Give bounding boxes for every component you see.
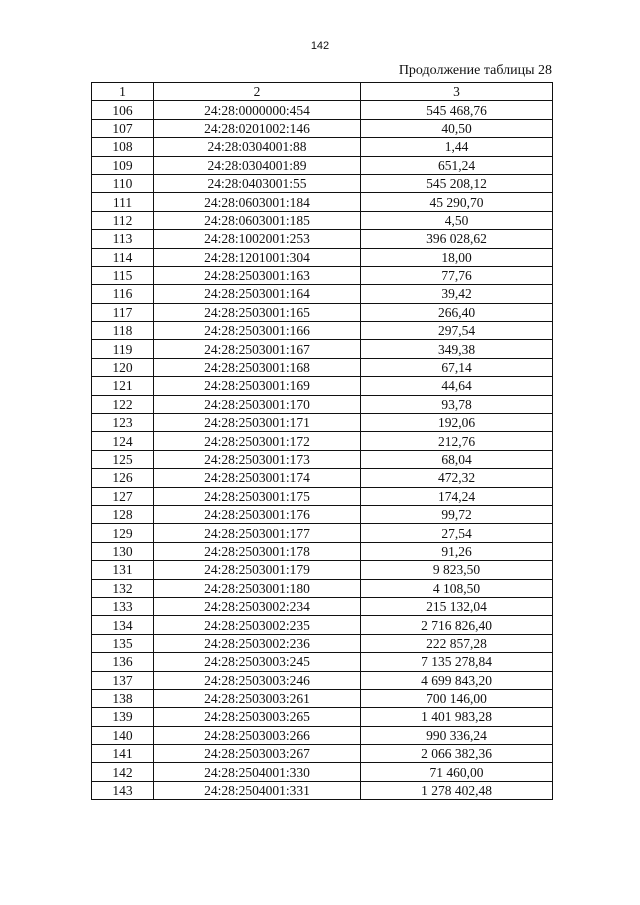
- value-cell: 4,50: [361, 211, 553, 229]
- cadastral-number-cell: 24:28:2503001:170: [154, 395, 361, 413]
- value-cell: 91,26: [361, 542, 553, 560]
- value-cell: 651,24: [361, 156, 553, 174]
- cadastral-number-cell: 24:28:0603001:184: [154, 193, 361, 211]
- cadastral-number-cell: 24:28:0403001:55: [154, 174, 361, 192]
- value-cell: 45 290,70: [361, 193, 553, 211]
- table-row: [92, 340, 553, 358]
- cadastral-number-cell: 24:28:2503001:177: [154, 524, 361, 542]
- row-number-cell: 141: [92, 745, 154, 763]
- cadastral-number-cell: 24:28:0304001:89: [154, 156, 361, 174]
- value-cell: 27,54: [361, 524, 553, 542]
- row-number-cell: 116: [92, 285, 154, 303]
- value-cell: 472,32: [361, 469, 553, 487]
- table-header-row: [92, 83, 553, 101]
- cadastral-number-cell: 24:28:2503003:265: [154, 708, 361, 726]
- value-cell: 68,04: [361, 450, 553, 468]
- data-table: [91, 82, 553, 800]
- table-row: [92, 505, 553, 523]
- cadastral-number-cell: 24:28:2503002:234: [154, 597, 361, 615]
- row-number-cell: 112: [92, 211, 154, 229]
- value-cell: 990 336,24: [361, 726, 553, 744]
- row-number-cell: 107: [92, 119, 154, 137]
- table-row: [92, 745, 553, 763]
- cadastral-number-cell: 24:28:1002001:253: [154, 230, 361, 248]
- table-row: [92, 450, 553, 468]
- column-header-1: 1: [92, 83, 154, 101]
- cadastral-number-cell: 24:28:2503001:176: [154, 505, 361, 523]
- value-cell: 71 460,00: [361, 763, 553, 781]
- table-row: [92, 414, 553, 432]
- cadastral-number-cell: 24:28:2503001:171: [154, 414, 361, 432]
- value-cell: 67,14: [361, 358, 553, 376]
- value-cell: 297,54: [361, 322, 553, 340]
- cadastral-number-cell: 24:28:2503003:246: [154, 671, 361, 689]
- value-cell: 396 028,62: [361, 230, 553, 248]
- table-row: [92, 138, 553, 156]
- cadastral-number-cell: 24:28:2503003:261: [154, 689, 361, 707]
- cadastral-number-cell: 24:28:2503001:167: [154, 340, 361, 358]
- table-row: [92, 726, 553, 744]
- table-row: [92, 303, 553, 321]
- table-row: [92, 597, 553, 615]
- row-number-cell: 122: [92, 395, 154, 413]
- table-row: [92, 174, 553, 192]
- cadastral-number-cell: 24:28:2503001:178: [154, 542, 361, 560]
- row-number-cell: 125: [92, 450, 154, 468]
- table-row: [92, 781, 553, 799]
- column-header-3: 3: [361, 83, 553, 101]
- row-number-cell: 133: [92, 597, 154, 615]
- value-cell: 2 066 382,36: [361, 745, 553, 763]
- row-number-cell: 119: [92, 340, 154, 358]
- value-cell: 545 468,76: [361, 101, 553, 119]
- table-row: [92, 616, 553, 634]
- table-row: [92, 542, 553, 560]
- value-cell: 545 208,12: [361, 174, 553, 192]
- row-number-cell: 137: [92, 671, 154, 689]
- table-row: [92, 579, 553, 597]
- cadastral-number-cell: 24:28:2503001:168: [154, 358, 361, 376]
- row-number-cell: 130: [92, 542, 154, 560]
- row-number-cell: 124: [92, 432, 154, 450]
- table-row: [92, 432, 553, 450]
- value-cell: 99,72: [361, 505, 553, 523]
- row-number-cell: 143: [92, 781, 154, 799]
- table-row: [92, 671, 553, 689]
- cadastral-number-cell: 24:28:2503001:165: [154, 303, 361, 321]
- cadastral-number-cell: 24:28:2503003:267: [154, 745, 361, 763]
- cadastral-number-cell: 24:28:2503001:180: [154, 579, 361, 597]
- table-row: [92, 653, 553, 671]
- row-number-cell: 140: [92, 726, 154, 744]
- value-cell: 700 146,00: [361, 689, 553, 707]
- table-row: [92, 395, 553, 413]
- cadastral-number-cell: 24:28:2503001:173: [154, 450, 361, 468]
- cadastral-number-cell: 24:28:2503003:245: [154, 653, 361, 671]
- row-number-cell: 118: [92, 322, 154, 340]
- cadastral-number-cell: 24:28:2503002:235: [154, 616, 361, 634]
- value-cell: 349,38: [361, 340, 553, 358]
- table-row: [92, 193, 553, 211]
- table-row: [92, 469, 553, 487]
- table-row: [92, 156, 553, 174]
- page-number: 142: [310, 40, 330, 52]
- table-row: [92, 230, 553, 248]
- value-cell: 1 278 402,48: [361, 781, 553, 799]
- value-cell: 215 132,04: [361, 597, 553, 615]
- row-number-cell: 117: [92, 303, 154, 321]
- value-cell: 266,40: [361, 303, 553, 321]
- cadastral-number-cell: 24:28:2504001:330: [154, 763, 361, 781]
- table-row: [92, 358, 553, 376]
- cadastral-number-cell: 24:28:2504001:331: [154, 781, 361, 799]
- table-row: [92, 101, 553, 119]
- row-number-cell: 126: [92, 469, 154, 487]
- table-row: [92, 634, 553, 652]
- value-cell: 2 716 826,40: [361, 616, 553, 634]
- row-number-cell: 128: [92, 505, 154, 523]
- table-row: [92, 708, 553, 726]
- cadastral-number-cell: 24:28:2503001:172: [154, 432, 361, 450]
- value-cell: 39,42: [361, 285, 553, 303]
- value-cell: 9 823,50: [361, 561, 553, 579]
- value-cell: 44,64: [361, 377, 553, 395]
- row-number-cell: 139: [92, 708, 154, 726]
- row-number-cell: 127: [92, 487, 154, 505]
- table-row: [92, 487, 553, 505]
- row-number-cell: 129: [92, 524, 154, 542]
- row-number-cell: 111: [92, 193, 154, 211]
- table-row: [92, 266, 553, 284]
- cadastral-number-cell: 24:28:0603001:185: [154, 211, 361, 229]
- table-body: [92, 101, 553, 800]
- value-cell: 18,00: [361, 248, 553, 266]
- row-number-cell: 115: [92, 266, 154, 284]
- row-number-cell: 123: [92, 414, 154, 432]
- cadastral-number-cell: 24:28:0201002:146: [154, 119, 361, 137]
- row-number-cell: 138: [92, 689, 154, 707]
- cadastral-number-cell: 24:28:2503001:166: [154, 322, 361, 340]
- value-cell: 174,24: [361, 487, 553, 505]
- row-number-cell: 142: [92, 763, 154, 781]
- cadastral-number-cell: 24:28:2503001:174: [154, 469, 361, 487]
- row-number-cell: 132: [92, 579, 154, 597]
- cadastral-number-cell: 24:28:2503001:169: [154, 377, 361, 395]
- cadastral-number-cell: 24:28:2503002:236: [154, 634, 361, 652]
- value-cell: 7 135 278,84: [361, 653, 553, 671]
- value-cell: 40,50: [361, 119, 553, 137]
- cadastral-number-cell: 24:28:2503003:266: [154, 726, 361, 744]
- cadastral-number-cell: 24:28:2503001:179: [154, 561, 361, 579]
- row-number-cell: 113: [92, 230, 154, 248]
- row-number-cell: 114: [92, 248, 154, 266]
- value-cell: 77,76: [361, 266, 553, 284]
- column-header-2: 2: [154, 83, 361, 101]
- row-number-cell: 121: [92, 377, 154, 395]
- row-number-cell: 106: [92, 101, 154, 119]
- cadastral-number-cell: 24:28:0000000:454: [154, 101, 361, 119]
- cadastral-number-cell: 24:28:0304001:88: [154, 138, 361, 156]
- table-row: [92, 524, 553, 542]
- table-row: [92, 377, 553, 395]
- value-cell: 212,76: [361, 432, 553, 450]
- row-number-cell: 131: [92, 561, 154, 579]
- table-row: [92, 322, 553, 340]
- table-row: [92, 763, 553, 781]
- row-number-cell: 110: [92, 174, 154, 192]
- value-cell: 1,44: [361, 138, 553, 156]
- row-number-cell: 135: [92, 634, 154, 652]
- table-row: [92, 689, 553, 707]
- table-row: [92, 211, 553, 229]
- table-row: [92, 561, 553, 579]
- row-number-cell: 134: [92, 616, 154, 634]
- table-caption: Продолжение таблицы 28: [398, 63, 552, 78]
- table-row: [92, 119, 553, 137]
- cadastral-number-cell: 24:28:2503001:164: [154, 285, 361, 303]
- value-cell: 192,06: [361, 414, 553, 432]
- table-row: [92, 285, 553, 303]
- row-number-cell: 109: [92, 156, 154, 174]
- value-cell: 1 401 983,28: [361, 708, 553, 726]
- row-number-cell: 120: [92, 358, 154, 376]
- value-cell: 4 108,50: [361, 579, 553, 597]
- value-cell: 4 699 843,20: [361, 671, 553, 689]
- cadastral-number-cell: 24:28:2503001:175: [154, 487, 361, 505]
- row-number-cell: 108: [92, 138, 154, 156]
- table-row: [92, 248, 553, 266]
- value-cell: 93,78: [361, 395, 553, 413]
- cadastral-number-cell: 24:28:1201001:304: [154, 248, 361, 266]
- row-number-cell: 136: [92, 653, 154, 671]
- value-cell: 222 857,28: [361, 634, 553, 652]
- cadastral-number-cell: 24:28:2503001:163: [154, 266, 361, 284]
